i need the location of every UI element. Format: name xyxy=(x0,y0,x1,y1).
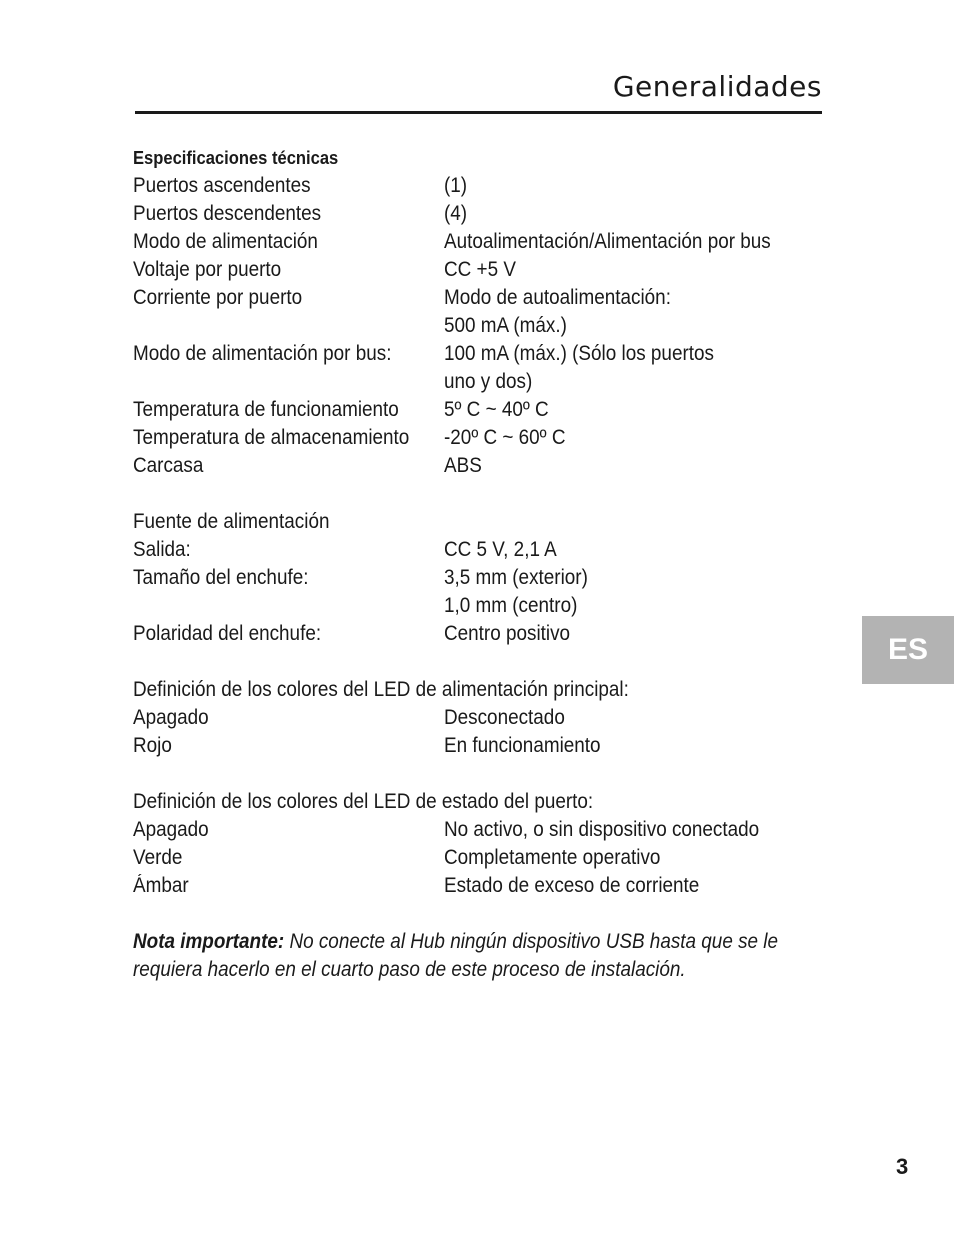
spec-value xyxy=(444,732,823,760)
spec-row xyxy=(133,816,823,844)
spacer xyxy=(133,648,823,676)
spacer xyxy=(133,900,823,928)
spec-value xyxy=(444,844,823,872)
spec-value-line: Completamente operativo xyxy=(444,846,661,869)
spec-value xyxy=(444,816,823,844)
spec-value xyxy=(444,172,823,200)
main-led-heading: Definición de los colores del LED de alimentación principal: xyxy=(133,678,629,701)
spec-row xyxy=(133,704,823,732)
spec-value-line: -20º C ~ 60º C xyxy=(444,426,566,449)
spec-label: Apagado xyxy=(133,818,209,841)
spec-value xyxy=(444,424,823,452)
spec-label: Carcasa xyxy=(133,454,204,477)
spec-value xyxy=(444,256,823,284)
power-supply-heading: Fuente de alimentación xyxy=(133,510,330,533)
spec-value-line: 100 mA (máx.) (Sólo los puertos xyxy=(444,342,714,365)
spec-row xyxy=(133,256,823,284)
spec-row xyxy=(133,620,823,648)
spec-value-line: uno y dos) xyxy=(444,370,533,393)
spacer xyxy=(133,480,823,508)
spec-label: Verde xyxy=(133,846,183,869)
spec-row xyxy=(133,424,823,452)
spec-row xyxy=(133,200,823,228)
spec-row xyxy=(133,564,823,620)
spec-label: Salida: xyxy=(133,538,191,561)
spec-label: Tamaño del enchufe: xyxy=(133,566,309,589)
spec-label: Voltaje por puerto xyxy=(133,258,282,281)
spec-value-line: En funcionamiento xyxy=(444,734,601,757)
page-title: Generalidades xyxy=(612,70,822,103)
spec-row xyxy=(133,284,823,340)
spec-value xyxy=(444,536,823,564)
spec-label: Ámbar xyxy=(133,874,189,897)
spec-label: Puertos descendentes xyxy=(133,202,322,225)
note-text-1: No conecte al Hub ningún dispositivo USB hasta que se le xyxy=(284,930,779,953)
spec-row xyxy=(133,872,823,900)
spec-row xyxy=(133,172,823,200)
spec-row xyxy=(133,340,823,396)
spec-value xyxy=(444,452,823,480)
spec-value-line: (1) xyxy=(444,174,468,197)
spec-value xyxy=(444,200,823,228)
spec-label: Temperatura de almacenamiento xyxy=(133,426,410,449)
spec-label: Modo de alimentación por bus: xyxy=(133,342,392,365)
spec-label: Temperatura de funcionamiento xyxy=(133,398,399,421)
spec-value-line: 1,0 mm (centro) xyxy=(444,594,578,617)
spec-value xyxy=(444,620,823,648)
port-led-heading: Definición de los colores del LED de estado del puerto: xyxy=(133,790,594,813)
spec-row xyxy=(133,732,823,760)
spec-value-line: 5º C ~ 40º C xyxy=(444,398,549,421)
spec-label: Polaridad del enchufe: xyxy=(133,622,322,645)
spec-value-line: 500 mA (máx.) xyxy=(444,314,567,337)
language-tab: ES xyxy=(862,616,954,684)
spec-value-line: (4) xyxy=(444,202,468,225)
spec-label: Apagado xyxy=(133,706,209,729)
spec-value xyxy=(444,872,823,900)
spec-row xyxy=(133,536,823,564)
specs-heading: Especificaciones técnicas xyxy=(133,148,339,168)
spec-value xyxy=(444,284,823,340)
note-line-2: requiera hacerlo en el cuarto paso de este proceso de instalación. xyxy=(133,958,686,981)
note-line-1 xyxy=(133,928,779,956)
spec-row xyxy=(133,228,823,256)
spec-value xyxy=(444,228,823,256)
spec-value xyxy=(444,396,823,424)
spec-label: Corriente por puerto xyxy=(133,286,303,309)
important-note xyxy=(133,928,823,984)
page-content xyxy=(133,144,823,984)
main-led-table xyxy=(133,704,823,760)
note-label: Nota importante: xyxy=(133,930,285,953)
spec-value xyxy=(444,340,823,396)
spec-value-line: ABS xyxy=(444,454,482,477)
spec-row xyxy=(133,844,823,872)
page-number: 3 xyxy=(896,1154,909,1179)
spec-value-line: No activo, o sin dispositivo conectado xyxy=(444,818,760,841)
spec-label: Puertos ascendentes xyxy=(133,174,311,197)
spec-label: Rojo xyxy=(133,734,172,757)
spec-label: Modo de alimentación xyxy=(133,230,318,253)
spec-row xyxy=(133,452,823,480)
spec-value-line: Estado de exceso de corriente xyxy=(444,874,700,897)
spec-value-line: Desconectado xyxy=(444,706,565,729)
spec-value-line: CC 5 V, 2,1 A xyxy=(444,538,557,561)
spec-value xyxy=(444,564,823,620)
power-supply-table xyxy=(133,536,823,648)
spec-value-line: Modo de autoalimentación: xyxy=(444,286,671,309)
spacer xyxy=(133,760,823,788)
spec-value-line: Centro positivo xyxy=(444,622,571,645)
header-divider xyxy=(135,111,822,114)
spec-value xyxy=(444,704,823,732)
port-led-table xyxy=(133,816,823,900)
spec-value-line: CC +5 V xyxy=(444,258,516,281)
spec-value-line: Autoalimentación/Alimentación por bus xyxy=(444,230,771,253)
spec-row xyxy=(133,396,823,424)
specs-table xyxy=(133,172,823,480)
spec-value-line: 3,5 mm (exterior) xyxy=(444,566,588,589)
